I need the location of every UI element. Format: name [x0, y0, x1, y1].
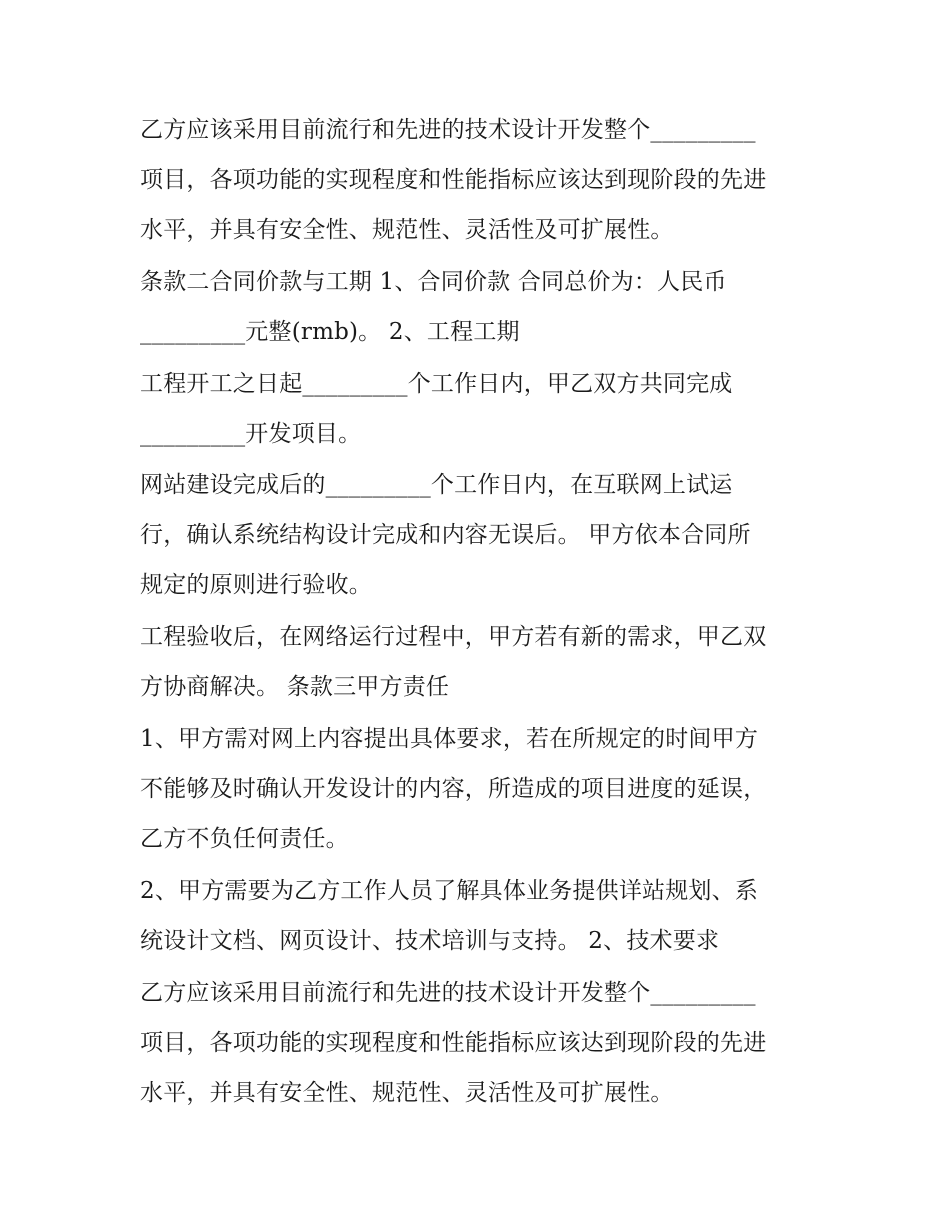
text-line: 统设计文档、网页设计、技术培训与支持。 2、技术要求: [140, 928, 720, 954]
text-line: 工程验收后，在网络运行过程中，甲方若有新的需求，甲乙双: [140, 624, 767, 650]
text-line: _________开发项目。: [140, 421, 362, 447]
text-line: 1、甲方需对网上内容提出具体要求，若在所规定的时间甲方: [140, 726, 759, 752]
text-line: 乙方应该采用目前流行和先进的技术设计开发整个_________: [140, 117, 756, 143]
text-line: 工程开工之日起_________个工作日内，甲乙双方共同完成: [140, 371, 733, 397]
text-line: 行，确认系统结构设计完成和内容无误后。 甲方依本合同所: [140, 522, 751, 548]
text-line: 项目，各项功能的实现程度和性能指标应该达到现阶段的先进: [140, 1030, 767, 1056]
text-line: 乙方应该采用目前流行和先进的技术设计开发整个_________: [140, 980, 756, 1006]
text-line: 方协商解决。 条款三甲方责任: [140, 674, 450, 700]
text-line: 水平，并具有安全性、规范性、灵活性及可扩展性。: [140, 1080, 674, 1106]
text-line: 水平，并具有安全性、规范性、灵活性及可扩展性。: [140, 217, 674, 243]
text-line: 网站建设完成后的_________个工作日内，在互联网上试运: [140, 472, 733, 498]
text-line: 2、甲方需要为乙方工作人员了解具体业务提供详站规划、系: [140, 878, 759, 904]
text-line: 条款二合同价款与工期 1、合同价款 合同总价为：人民币: [140, 269, 727, 295]
text-line: _________元整(rmb)。 2、工程工期: [140, 319, 520, 345]
text-line: 乙方不负任何责任。: [140, 826, 349, 852]
text-line: 不能够及时确认开发设计的内容，所造成的项目进度的延误，: [140, 776, 767, 802]
text-line: 项目，各项功能的实现程度和性能指标应该达到现阶段的先进: [140, 167, 767, 193]
text-line: 规定的原则进行验收。: [140, 572, 372, 598]
